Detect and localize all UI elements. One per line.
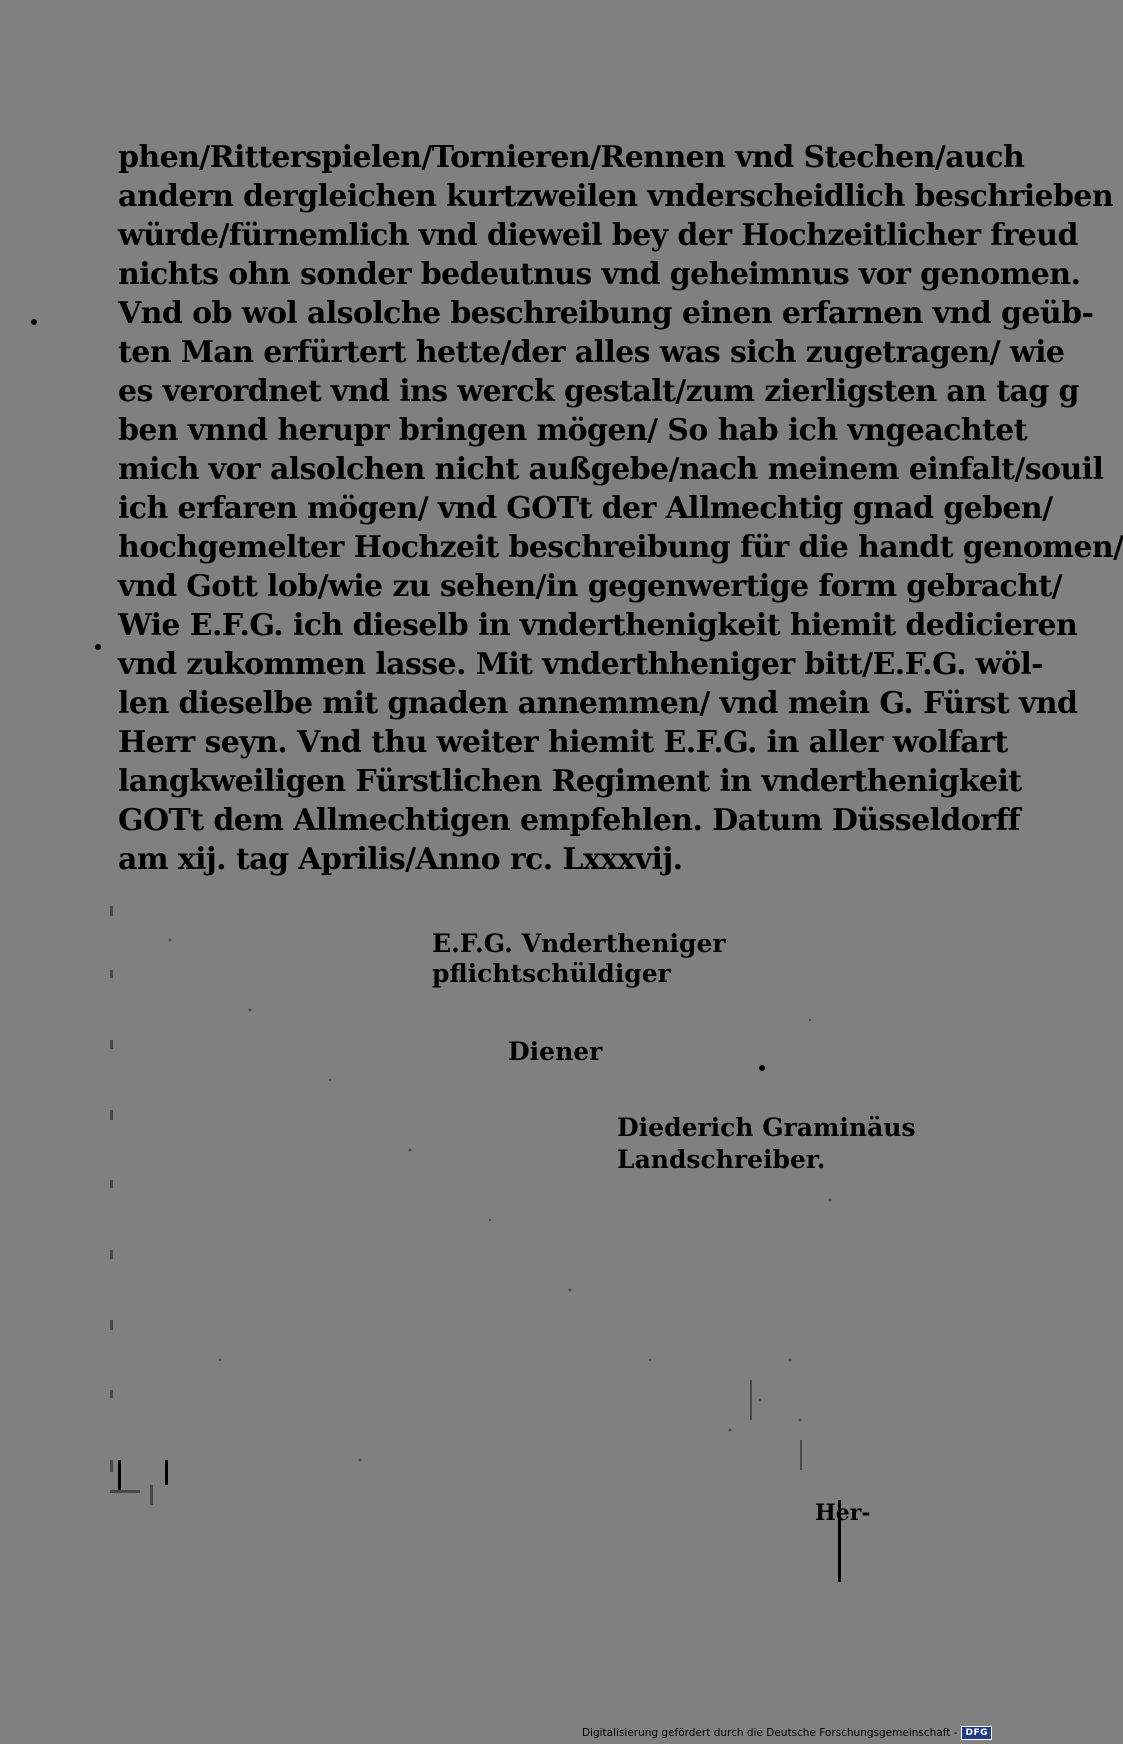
text-line: phen/Ritterspielen/Tornieren/Rennen vnd Stechen/auch: [118, 140, 1025, 175]
catchword: Her-: [815, 1500, 871, 1526]
closing-salutation: E.F.G. Vndertheniger: [432, 929, 726, 958]
text-line: GOTt dem Allmechtigen empfehlen. Datum Düsseldorff: [118, 803, 1020, 838]
text-line: ten Man erfürtert hette/der alles was sich zugetragen/ wie: [118, 335, 1065, 370]
text-line: vnd zukommen lasse. Mit vnderthheniger bitt/E.F.G. wöl-: [118, 647, 1044, 682]
text-line: ben vnnd herupr bringen mögen/ So hab ich vngeachtet: [118, 413, 1028, 448]
closing-salutation-2: pflichtschüldiger: [432, 959, 671, 988]
text-line: Vnd ob wol alsolche beschreibung einen erfarnen vnd geüb-: [118, 296, 1094, 331]
text-line: Wie E.F.G. ich dieselb in vnderthenigkeit hiemit dedicieren: [118, 608, 1078, 643]
dfg-logo-icon: DFG: [961, 1726, 992, 1740]
text-line: am xij. tag Aprilis/Anno rc. Lxxxvij.: [118, 842, 683, 877]
closing-servant: Diener: [508, 1037, 603, 1066]
text-line: langkweiligen Fürstlichen Regiment in vnderthenigkeit: [118, 764, 1022, 799]
text-line: hochgemelter Hochzeit beschreibung für die handt genomen/: [118, 530, 1123, 565]
footer-credit-text: Digitalisierung gefördert durch die Deutsche Forschungsgemeinschaft -: [581, 1727, 958, 1739]
text-line: nichts ohn sonder bedeutnus vnd geheimnus vor genomen.: [118, 257, 1081, 292]
text-line: vnd Gott lob/wie zu sehen/in gegenwertige form gebracht/: [118, 569, 1063, 604]
text-line: ich erfaren mögen/ vnd GOTt der Allmechtig gnad geben/: [118, 491, 1053, 526]
signature-title: Landschreiber.: [617, 1145, 826, 1174]
signature-name: Diederich Graminäus: [617, 1113, 916, 1142]
text-line: andern dergleichen kurtzweilen vnderscheidlich beschrieben: [118, 179, 1114, 214]
text-line: würde/fürnemlich vnd dieweil bey der Hochzeitlicher freud: [118, 218, 1078, 253]
text-line: mich vor alsolchen nicht außgebe/nach meinem einfalt/souil: [118, 452, 1104, 487]
text-line: len dieselbe mit gnaden annemmen/ vnd mein G. Fürst vnd: [118, 686, 1078, 721]
text-line: Herr seyn. Vnd thu weiter hiemit E.F.G. in aller wolfart: [118, 725, 1008, 760]
text-line: es verordnet vnd ins werck gestalt/zum zierligsten an tag g: [118, 374, 1079, 409]
digitization-footer: [582, 1726, 992, 1740]
